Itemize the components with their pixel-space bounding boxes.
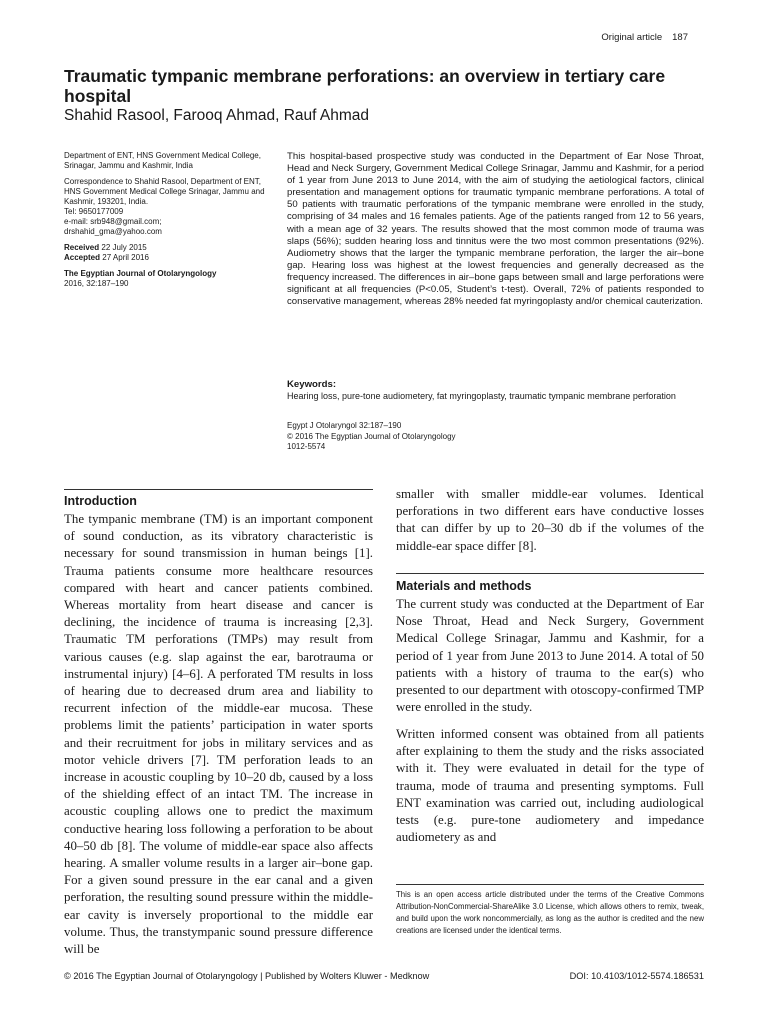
article-metadata — [64, 151, 272, 295]
accepted-label: Accepted — [64, 253, 101, 262]
footer-doi: DOI: 10.4103/1012-5574.186531 — [569, 971, 704, 981]
methods-heading: Materials and methods — [396, 579, 532, 593]
section-divider — [64, 489, 373, 490]
methods-paragraph-1: The current study was conducted at the Department of Ear Nose Throat, Head and Neck Surgery, Government Medical College Srinagar, Jammu and Kashmir, for a period of 1 year from June 2013 to June 2014. A total of 50 patients with a history of trauma to the ear(s) who presented to our department with otoscopy-confirmed TMP were enrolled in the study. — [396, 597, 704, 715]
running-header — [601, 32, 688, 43]
abstract: This hospital-based prospective study was conducted in the Department of Ear Nose Throat, Head and Neck Surgery, Government Medical College Srinagar, Jammu and Kashmir, for a period of 1 year from June 2013 to June 2014, with the aim of studying the aetiological factors, clinical presentation and management options for traumatic tympanic membrane perforations. A total of 50 patients with traumatic perforations of the tympanic membrane were enrolled in the study, comprising of 34 males and 16 females patients. Age of the patients ranged from 12 to 56 years, with a mean age of 32 years. The results showed that the most common mode of trauma was slaps (56%); sudden hearing loss and tinnitus were the two most common presentations (92%). Audiometry shows that the larger the tympanic membrane perforation, the larger the air–bone gap. Hearing loss was highest at the lowest frequencies and generally decreased as the frequency increased. The differences in air–bone gaps between small and large perforations were significant at all frequencies (P<0.05, Student’s t-test). Overall, 72% of patients responded to conservative management, whereas 28% needed fat myringoplasty and/or chemical cauterization. — [287, 151, 704, 308]
citation-block — [287, 421, 456, 453]
issn-line: 1012-5574 — [287, 442, 326, 451]
introduction-continued-text: smaller with smaller middle-ear volumes. Identical perforations in two different ears have conductive losses that can differ by up to 20–30 db if the volumes of the middle-ear space differ [8]. — [396, 487, 704, 553]
accepted-date — [64, 253, 272, 263]
license-divider — [396, 884, 704, 885]
copyright-line: © 2016 The Egyptian Journal of Otolaryngology — [287, 431, 456, 441]
citation-line: Egypt J Otolaryngol 32:187–190 — [287, 421, 402, 430]
received-label: Received — [64, 243, 100, 252]
footer-copyright: © 2016 The Egyptian Journal of Otolaryngology | Published by Wolters Kluwer - Medknow — [64, 971, 430, 981]
journal-details: 2016, 32:187–190 — [64, 279, 129, 288]
received-date — [64, 243, 272, 253]
article-type: Original article — [601, 32, 663, 43]
keywords-title: Keywords: — [287, 379, 337, 390]
section-divider — [396, 573, 704, 574]
accepted-value: 27 April 2016 — [102, 253, 149, 262]
email-secondary: drshahid_gma@yahoo.com — [64, 227, 162, 236]
telephone: Tel: 9650177009 — [64, 207, 124, 216]
introduction-heading: Introduction — [64, 494, 137, 508]
article-title: Traumatic tympanic membrane perforations: an overview in tertiary care hospital — [64, 66, 666, 106]
journal-name: The Egyptian Journal of Otolaryngology — [64, 269, 217, 278]
correspondence: Correspondence to Shahid Rasool, Department of ENT, HNS Government Medical College Srinagar, Jammu and Kashmir, 193201, India. — [64, 177, 265, 206]
methods-paragraph-2: Written informed consent was obtained from all patients after explaining to them the study and the risks associated with it. They were evaluated in detail for the type of trauma, mode of trauma and presenting symptoms. Full ENT examination was carried out, including audiological tests (e.g. pure-tone audiometery and impedance audiometery as and — [396, 727, 704, 845]
author-list: Shahid Rasool, Farooq Ahmad, Rauf Ahmad — [64, 107, 370, 124]
email-primary: e-mail: srb948@gmail.com; — [64, 217, 162, 226]
received-value: 22 July 2015 — [101, 243, 147, 252]
affiliation: Department of ENT, HNS Government Medical College, Srinagar, Jammu and Kashmir, India — [64, 151, 261, 170]
keywords-text: Hearing loss, pure-tone audiometery, fat myringoplasty, traumatic tympanic membrane perforation — [287, 391, 676, 401]
license-notice: This is an open access article distributed under the terms of the Creative Commons Attribution-NonCommercial-ShareAlike 3.0 License, which allows others to remix, tweak, and build upon the work noncommercially, as long as the author is credited and the new creations are licensed under the identical terms. — [396, 890, 704, 935]
page-number: 187 — [672, 32, 688, 43]
introduction-text: The tympanic membrane (TM) is an important component of sound conduction, as its vibratory characteristic is necessary for sound transmission in human beings [1]. Trauma patients consume more healthcare resources compared with heart and cancer patients combined. Whereas mortality from heart disease and cancer is declining, the incidence of trauma is increasing [2,3]. Traumatic TM perforations (TMPs) may result from various causes (e.g. slap against the ear, barotrauma or instrumental injury) [4–6]. A perforated TM results in loss of hearing due to decreased drum area and liability to recurrent infection of the middle-ear mucosa. These problems limit the patients’ participation in water sports and their recruitment for jobs in military services and as motor vehicle drivers [7]. TM perforation leads to an increase in acoustic coupling by 10–20 db, caused by a loss of the shielding effect of an intact TM. The increase in acoustic coupling allows one to predict the maximum conductive hearing loss following a perforation to be about 40–50 db [8]. The volume of middle-ear space also affects hearing. A smaller volume results in a larger air–bone gap. For a given sound pressure in the ear canal and a given perforation, the resulting sound pressure within the middle-ear cavity is inversely proportional to the middle ear volume. Thus, the transtympanic sound pressure difference will be — [64, 512, 373, 957]
